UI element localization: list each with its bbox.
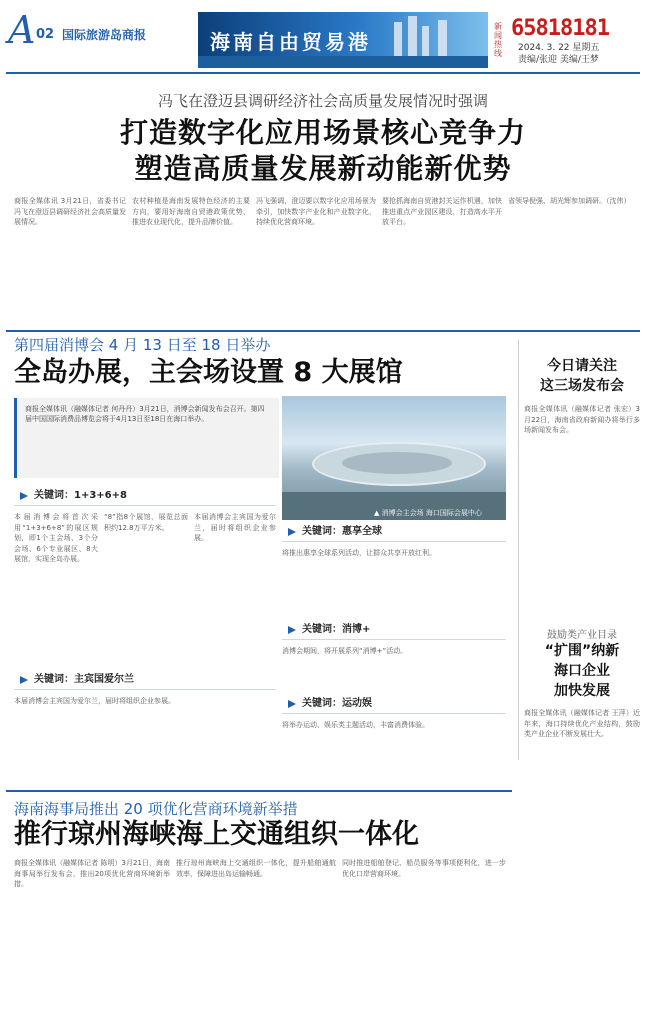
story1-headline-line2: 塑造高质量发展新动能新优势 bbox=[134, 152, 512, 185]
masthead bbox=[0, 0, 646, 76]
hotline-number: 65818181 bbox=[511, 16, 609, 41]
sidebar-sub-kicker: 鼓励类产业目录 bbox=[547, 630, 617, 641]
story2-column: 本届消博会主宾国为爱尔兰，届时将组织企业参展。 bbox=[14, 697, 175, 705]
newspaper-brand: 国际旅游岛商报 bbox=[62, 28, 147, 42]
exhibition-center-photo bbox=[282, 396, 506, 520]
keyword-rule bbox=[14, 689, 276, 690]
story1-headline-line1: 打造数字化应用场景核心竞争力 bbox=[119, 116, 526, 149]
story2-headline: 全岛办展，主会场设置 8 大展馆 bbox=[14, 357, 403, 388]
sidebar-sub-body: 商报全媒体讯（融媒体记者 王萍）近年来，海口持续优化产业结构，鼓励类产业企业不断发展壮大。 bbox=[524, 709, 640, 739]
story3-column: 同时推进船舶登记、船员服务等事项便利化，进一步优化口岸营商环境。 bbox=[342, 859, 506, 878]
sidebar-title-line2: 这三场发布会 bbox=[540, 378, 624, 394]
story2-column: 将举办运动、娱乐类主题活动，丰富消费体验。 bbox=[282, 721, 429, 729]
sidebar-sub-title-line3: 加快发展 bbox=[554, 683, 610, 699]
keyword-rule bbox=[282, 639, 506, 640]
keyword-bar: 关键词：主宾国爱尔兰 bbox=[14, 672, 296, 688]
page-letter: A bbox=[8, 8, 36, 52]
story2-intro-box bbox=[14, 398, 279, 478]
photo-caption: ▲ 消博会主会场 海口国际会展中心 bbox=[374, 509, 482, 517]
keyword-rule bbox=[282, 541, 506, 542]
sea-strip bbox=[198, 56, 488, 68]
sidebar-sub-title-line1: “扩围”纳新 bbox=[544, 643, 620, 659]
story1-column: 省领导倪强、胡光辉参加调研。（沈伟） bbox=[508, 197, 631, 205]
story3-kicker: 海南海事局推出 20 项优化营商环境新举措 bbox=[14, 800, 298, 818]
hotline-label: 新闻热线 bbox=[494, 22, 502, 58]
story2-intro: 商报全媒体讯（融媒体记者 何丹丹）3月21日，消博会新闻发布会召开。第四届中国国际消费品博览会将于4月13日至18日在海口举办。 bbox=[25, 405, 265, 424]
section-rule bbox=[6, 790, 512, 792]
sidebar-body: 商报全媒体讯（融媒体记者 张宏）3月22日，海南省政府新闻办将举行多场新闻发布会。 bbox=[524, 405, 640, 435]
keyword-bar: 关键词：1+3+6+8 bbox=[14, 488, 296, 504]
sidebar-rule bbox=[518, 340, 519, 760]
issue-date: 2024. 3. 22 星期五 bbox=[518, 43, 600, 53]
story3-column: 商报全媒体讯（融媒体记者 陈明）3月21日，海南海事局举行发布会，推出20项优化营商环境新举措。 bbox=[14, 859, 170, 889]
story2-column: “8”指8个展馆，展览总面积约12.8万平方米。 bbox=[104, 513, 188, 532]
story2-column: 将推出惠享全球系列活动，让群众共享开放红利。 bbox=[282, 549, 436, 557]
keyword-rule bbox=[14, 505, 276, 506]
story3-headline: 推行琼州海峡海上交通组织一体化 bbox=[14, 819, 419, 850]
keyword-bar: 关键词：运动娱 bbox=[282, 696, 526, 712]
story2-kicker: 第四届消博会 4 月 13 日至 18 日举办 bbox=[14, 336, 271, 354]
story1-kicker: 冯飞在澄迈县调研经济社会高质量发展情况时强调 bbox=[157, 92, 488, 110]
story2-column: 本届消博会将首次采用“1+3+6+8”的展区规划，即1个主会场、3个分会场、6个专业展区、8大展馆，实现全岛办展。 bbox=[14, 513, 98, 564]
story2-column: 消博会期间，将开展系列“消博+”活动。 bbox=[282, 647, 408, 655]
sidebar-title-line1: 今日请关注 bbox=[547, 358, 617, 374]
story1-column: 要抢抓海南自贸港封关运作机遇，加快推进重点产业园区建设，打造高水平开放平台。 bbox=[382, 197, 502, 227]
section-rule bbox=[6, 330, 640, 332]
story1-column: 冯飞强调，澄迈要以数字化应用场景为牵引，加快数字产业化和产业数字化，持续优化营商环境。 bbox=[256, 197, 376, 227]
masthead-rule bbox=[6, 72, 640, 74]
page-number: 02 bbox=[36, 27, 55, 42]
section-banner bbox=[198, 12, 488, 68]
keyword-bar: 关键词：消博+ bbox=[282, 622, 526, 638]
keyword-bar: 关键词：惠享全球 bbox=[282, 524, 526, 540]
building-core bbox=[342, 452, 452, 474]
keyword-rule bbox=[282, 713, 506, 714]
story2-column: 本届消博会主宾国为爱尔兰，届时将组织企业参展。 bbox=[194, 513, 276, 543]
editors-credit: 责编/张迎 美编/王梦 bbox=[518, 55, 599, 65]
story3-column: 推行琼州海峡海上交通组织一体化，提升船舶通航效率，保障进出岛运输畅通。 bbox=[176, 859, 336, 878]
sidebar-sub-title-line2: 海口企业 bbox=[554, 663, 610, 679]
banner-title: 海南自由贸易港 bbox=[210, 30, 371, 54]
story1-column: 农村种植是海南发展特色经济的主要方向，要用好海南自贸港政策优势，推进农业现代化，提升品牌价值。 bbox=[132, 197, 250, 227]
story1-column: 商报全媒体讯 3月21日，省委书记冯飞在澄迈县调研经济社会高质量发展情况。 bbox=[14, 197, 126, 227]
